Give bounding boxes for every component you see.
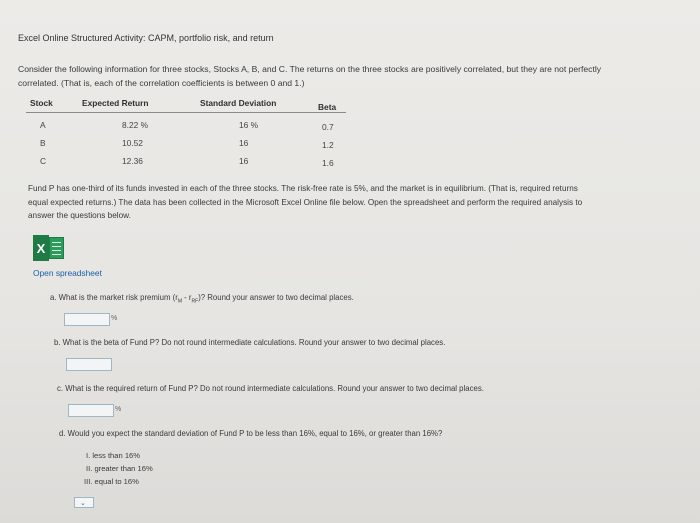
cell-a-return: 8.22 %	[122, 120, 149, 130]
header-expected-return: Expected Return	[82, 98, 149, 108]
header-divider	[26, 112, 346, 113]
cell-a-sd: 16 %	[239, 120, 259, 130]
fund-description	[28, 182, 683, 223]
cell-b-beta: 1.2	[322, 140, 334, 150]
intro-text	[18, 62, 688, 90]
question-b: b. What is the beta of Fund P? Do not round intermediate calculations. Round your answer to two decimal places.	[54, 338, 446, 347]
option-3: III. equal to 16%	[84, 477, 139, 486]
intro-line-2: correlated. (That is, each of the correlation coefficients is between 0 and 1.)	[18, 78, 305, 88]
stocks-table	[26, 98, 346, 170]
excel-icon[interactable]: X	[33, 235, 65, 261]
intro-line-1: Consider the following information for three stocks, Stocks A, B, and C. The returns on the three stocks are positively correlated, but they are not perfectly	[18, 64, 602, 74]
question-d: d. Would you expect the standard deviation of Fund P to be less than 16%, equal to 16%, or greater than 16%?	[59, 429, 443, 438]
cell-c-sd: 16	[239, 156, 249, 166]
header-stock: Stock	[30, 98, 53, 108]
cell-b-return: 10.52	[122, 138, 143, 148]
fund-beta-input[interactable]	[66, 358, 112, 371]
cell-c-beta: 1.6	[322, 158, 334, 168]
fund-line-3: answer the questions below.	[28, 211, 131, 220]
option-1: I. less than 16%	[86, 451, 141, 460]
page-title: Excel Online Structured Activity: CAPM, portfolio risk, and return	[18, 33, 274, 43]
question-c: c. What is the required return of Fund P? Do not round intermediate calculations. Round your answer to two decimal places.	[57, 384, 484, 393]
required-return-input[interactable]	[68, 404, 114, 417]
open-spreadsheet-link[interactable]: Open spreadsheet	[33, 268, 102, 278]
header-std-dev: Standard Deviation	[200, 98, 277, 108]
percent-unit-c: %	[115, 406, 122, 413]
cell-a-stock: A	[40, 120, 46, 130]
header-beta: Beta	[318, 102, 337, 112]
cell-a-beta: 0.7	[322, 122, 334, 132]
cell-c-return: 12.36	[122, 156, 143, 166]
percent-unit-a: %	[111, 315, 118, 322]
cell-b-sd: 16	[239, 138, 249, 148]
fund-line-1: Fund P has one-third of its funds invested in each of the three stocks. The risk-free rate is 5%, and the market is in equilibrium. (That is, required returns	[28, 184, 578, 193]
question-a: a. What is the market risk premium $(r_M - r_{RF})$? Round your answer to two decimal places.	[50, 293, 354, 305]
chevron-down-icon: ⌄	[80, 500, 86, 507]
fund-line-2: equal expected returns.) The data has been collected in the Microsoft Excel Online file below. Open the spreadsheet and perform the required analysis to	[28, 197, 583, 207]
answer-select[interactable]	[74, 497, 94, 508]
market-risk-premium-input[interactable]	[64, 313, 110, 326]
option-2: II. greater than 16%	[86, 464, 153, 473]
cell-c-stock: C	[40, 156, 47, 166]
cell-b-stock: B	[40, 138, 46, 148]
